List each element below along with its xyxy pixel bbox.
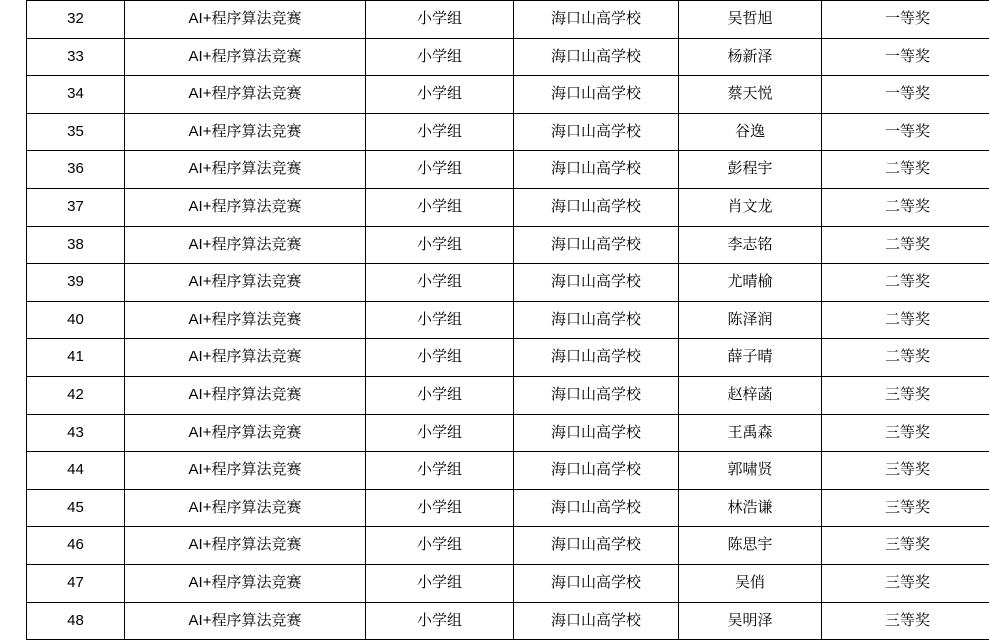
cell-award: 二等奖 <box>822 226 989 264</box>
cell-name: 杨新泽 <box>679 38 822 76</box>
cell-index: 43 <box>27 414 125 452</box>
cell-award: 一等奖 <box>822 38 989 76</box>
cell-project: AI+程序算法竞赛 <box>125 1 366 39</box>
cell-award: 二等奖 <box>822 339 989 377</box>
cell-school: 海口山高学校 <box>514 113 679 151</box>
cell-school: 海口山高学校 <box>514 452 679 490</box>
cell-award: 一等奖 <box>822 113 989 151</box>
cell-group: 小学组 <box>366 1 514 39</box>
cell-project: AI+程序算法竞赛 <box>125 226 366 264</box>
cell-name: 尤晴榆 <box>679 264 822 302</box>
table-row <box>27 38 989 76</box>
table-row <box>27 564 989 602</box>
cell-name: 吴明泽 <box>679 602 822 640</box>
cell-school: 海口山高学校 <box>514 264 679 302</box>
cell-award: 三等奖 <box>822 527 989 565</box>
cell-award: 三等奖 <box>822 489 989 527</box>
cell-award: 二等奖 <box>822 188 989 226</box>
cell-award: 二等奖 <box>822 151 989 189</box>
cell-school: 海口山高学校 <box>514 301 679 339</box>
cell-award: 三等奖 <box>822 376 989 414</box>
table-row <box>27 527 989 565</box>
cell-name: 郭啸贤 <box>679 452 822 490</box>
cell-award: 一等奖 <box>822 76 989 114</box>
cell-index: 39 <box>27 264 125 302</box>
cell-name: 李志铭 <box>679 226 822 264</box>
cell-project: AI+程序算法竞赛 <box>125 414 366 452</box>
cell-school: 海口山高学校 <box>514 151 679 189</box>
cell-name: 王禹森 <box>679 414 822 452</box>
cell-group: 小学组 <box>366 113 514 151</box>
table-row <box>27 602 989 640</box>
cell-project: AI+程序算法竞赛 <box>125 264 366 302</box>
cell-index: 41 <box>27 339 125 377</box>
cell-school: 海口山高学校 <box>514 527 679 565</box>
cell-group: 小学组 <box>366 188 514 226</box>
cell-group: 小学组 <box>366 264 514 302</box>
cell-award: 三等奖 <box>822 564 989 602</box>
cell-group: 小学组 <box>366 226 514 264</box>
cell-name: 赵梓菡 <box>679 376 822 414</box>
cell-project: AI+程序算法竞赛 <box>125 564 366 602</box>
cell-project: AI+程序算法竞赛 <box>125 38 366 76</box>
cell-name: 陈思宇 <box>679 527 822 565</box>
cell-index: 36 <box>27 151 125 189</box>
table-row <box>27 1 989 39</box>
cell-award: 三等奖 <box>822 414 989 452</box>
cell-index: 44 <box>27 452 125 490</box>
table-row <box>27 376 989 414</box>
cell-index: 37 <box>27 188 125 226</box>
cell-name: 肖文龙 <box>679 188 822 226</box>
cell-project: AI+程序算法竞赛 <box>125 151 366 189</box>
cell-school: 海口山高学校 <box>514 339 679 377</box>
cell-index: 38 <box>27 226 125 264</box>
cell-name: 谷逸 <box>679 113 822 151</box>
cell-index: 45 <box>27 489 125 527</box>
cell-project: AI+程序算法竞赛 <box>125 188 366 226</box>
cell-group: 小学组 <box>366 414 514 452</box>
table-row <box>27 339 989 377</box>
cell-group: 小学组 <box>366 527 514 565</box>
cell-index: 47 <box>27 564 125 602</box>
cell-project: AI+程序算法竞赛 <box>125 452 366 490</box>
cell-award: 一等奖 <box>822 1 989 39</box>
cell-index: 33 <box>27 38 125 76</box>
table-row <box>27 76 989 114</box>
cell-group: 小学组 <box>366 38 514 76</box>
cell-index: 34 <box>27 76 125 114</box>
cell-project: AI+程序算法竞赛 <box>125 376 366 414</box>
table-row <box>27 151 989 189</box>
cell-award: 三等奖 <box>822 602 989 640</box>
cell-project: AI+程序算法竞赛 <box>125 339 366 377</box>
cell-project: AI+程序算法竞赛 <box>125 301 366 339</box>
cell-school: 海口山高学校 <box>514 414 679 452</box>
cell-project: AI+程序算法竞赛 <box>125 76 366 114</box>
cell-index: 42 <box>27 376 125 414</box>
cell-school: 海口山高学校 <box>514 38 679 76</box>
cell-group: 小学组 <box>366 301 514 339</box>
cell-index: 46 <box>27 527 125 565</box>
cell-group: 小学组 <box>366 564 514 602</box>
cell-name: 林浩谦 <box>679 489 822 527</box>
cell-project: AI+程序算法竞赛 <box>125 489 366 527</box>
cell-school: 海口山高学校 <box>514 1 679 39</box>
cell-index: 48 <box>27 602 125 640</box>
cell-school: 海口山高学校 <box>514 564 679 602</box>
cell-school: 海口山高学校 <box>514 376 679 414</box>
cell-name: 陈泽润 <box>679 301 822 339</box>
table-row <box>27 188 989 226</box>
cell-name: 吴哲旭 <box>679 1 822 39</box>
cell-school: 海口山高学校 <box>514 188 679 226</box>
cell-school: 海口山高学校 <box>514 76 679 114</box>
table-row <box>27 301 989 339</box>
cell-group: 小学组 <box>366 376 514 414</box>
cell-school: 海口山高学校 <box>514 602 679 640</box>
award-list-table <box>26 0 989 640</box>
table-row <box>27 226 989 264</box>
cell-group: 小学组 <box>366 452 514 490</box>
cell-group: 小学组 <box>366 339 514 377</box>
cell-project: AI+程序算法竞赛 <box>125 527 366 565</box>
cell-index: 35 <box>27 113 125 151</box>
cell-index: 40 <box>27 301 125 339</box>
table-row <box>27 414 989 452</box>
table-row <box>27 113 989 151</box>
cell-project: AI+程序算法竞赛 <box>125 113 366 151</box>
cell-name: 薛子晴 <box>679 339 822 377</box>
cell-group: 小学组 <box>366 602 514 640</box>
cell-award: 二等奖 <box>822 301 989 339</box>
cell-group: 小学组 <box>366 76 514 114</box>
cell-school: 海口山高学校 <box>514 489 679 527</box>
cell-award: 二等奖 <box>822 264 989 302</box>
cell-group: 小学组 <box>366 489 514 527</box>
cell-name: 吴俏 <box>679 564 822 602</box>
cell-project: AI+程序算法竞赛 <box>125 602 366 640</box>
table-row <box>27 489 989 527</box>
table-body <box>27 1 989 640</box>
cell-group: 小学组 <box>366 151 514 189</box>
cell-award: 三等奖 <box>822 452 989 490</box>
table-row <box>27 452 989 490</box>
cell-school: 海口山高学校 <box>514 226 679 264</box>
cell-name: 彭程宇 <box>679 151 822 189</box>
cell-name: 蔡天悦 <box>679 76 822 114</box>
table-row <box>27 264 989 302</box>
cell-index: 32 <box>27 1 125 39</box>
